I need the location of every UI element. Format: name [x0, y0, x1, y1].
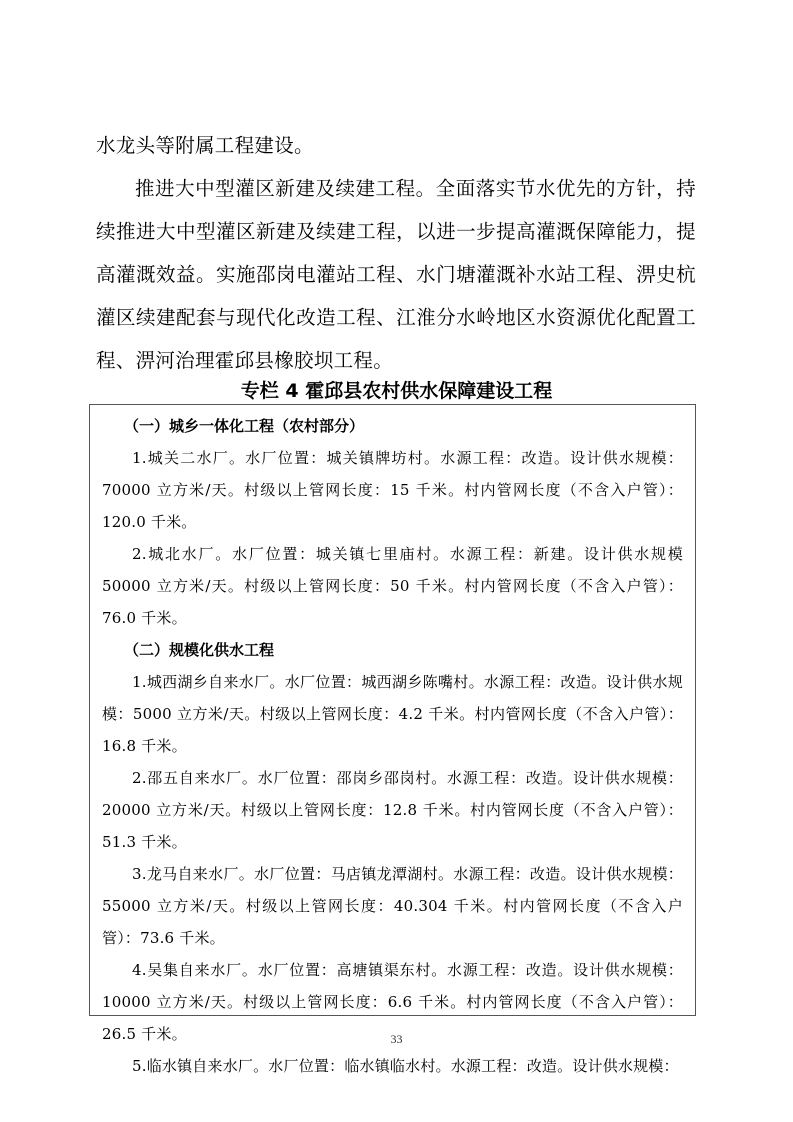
paragraph-continuation: 水龙头等附属工程建设。 — [96, 134, 314, 157]
page-number: 33 — [390, 1032, 403, 1046]
box-title: 专栏 4 霍邱县农村供水保障建设工程 — [240, 380, 553, 402]
list-item: 3.龙马自来水厂。水厂位置：马店镇龙潭湖村。水源工程：改造。设计供水规模：55000 立方米/天。村级以上管网长度：40.304 千米。村内管网长度（不含入户管）：73.6 千米。 — [102, 865, 683, 947]
list-item: 4.吴集自来水厂。水厂位置：高塘镇渠东村。水源工程：改造。设计供水规模：10000 立方米/天。村级以上管网长度：6.6 千米。村内管网长度（不含入户管）：26.5 千米。 — [102, 961, 683, 1043]
list-item: 5.临水镇自来水厂。水厂位置：临水镇临水村。水源工程：改造。设计供水规模： — [132, 1057, 679, 1075]
list-item: 1.城西湖乡自来水厂。水厂位置：城西湖乡陈嘴村。水源工程：改造。设计供水规模：5000 立方米/天。村级以上管网长度：4.2 千米。村内管网长度（不含入户管）：16.8 千米。 — [102, 673, 683, 755]
body-text — [96, 124, 696, 382]
section-heading-urban-rural: （一）城乡一体化工程（农村部分） — [124, 417, 365, 435]
list-item: 2.城北水厂。水厂位置：城关镇七里庙村。水源工程：新建。设计供水规模 50000 立方米/天。村级以上管网长度：50 千米。村内管网长度（不含入户管）：76.0 千米。 — [102, 545, 683, 627]
section-heading-scale-supply: （二）规模化供水工程 — [124, 641, 275, 659]
list-item: 1.城关二水厂。水厂位置：城关镇牌坊村。水源工程：改造。设计供水规模：70000 立方米/天。村级以上管网长度：15 千米。村内管网长度（不含入户管）：120.0 千米。 — [102, 449, 683, 531]
paragraph-irrigation: 推进大中型灌区新建及续建工程。全面落实节水优先的方针，持续推进大中型灌区新建及续建工程，以进一步提高灌溉保障能力，提高灌溉效益。实施邵岗电灌站工程、水门塘灌溉补水站工程、淠史杭灌区续建配套与现代化改造工程、江淮分水岭地区水资源优化配置工程、淠河治理霍邱县橡胶坝工程。 — [96, 177, 696, 372]
list-item: 2.邵五自来水厂。水厂位置：邵岗乡邵岗村。水源工程：改造。设计供水规模：20000 立方米/天。村级以上管网长度：12.8 千米。村内管网长度（不含入户管）：51.3 千米。 — [102, 769, 683, 851]
